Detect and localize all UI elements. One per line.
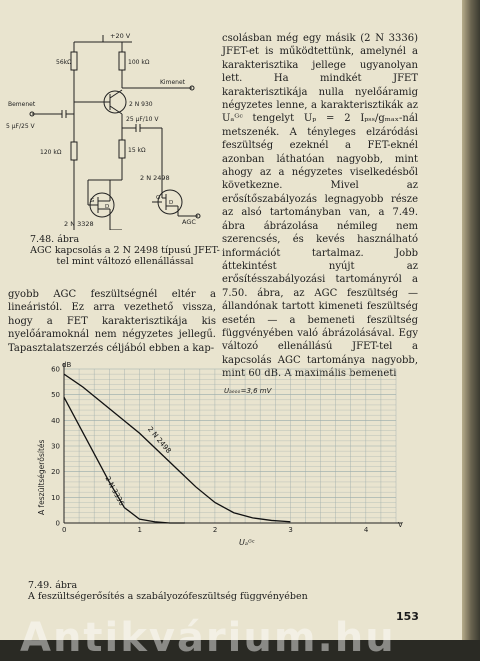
transistor-label: 2 N 930 (129, 101, 153, 108)
input-label: Bemenet (8, 101, 36, 108)
r3-label: 120 kΩ (40, 149, 62, 156)
c2-label: 25 μF/10 V (126, 116, 159, 123)
right-paragraph: csolásban még egy másik (2 N 3336) JFET-et is működtettünk, amelynél a karakterisztika jellege ugyanolyan lett. Ha mindkét JFET karakterisztikája nulla nyelőáramig négyzetes lenne, a karakterisztikák az Uₐᴳᶜ tengelyt Uₚ = 2 Iₚₛₛ/gₘₐₓ-nál metszenék. A tényleges elzáródási feszültség ezeknél a FET-eknél azonban láthatóan nagyobb, mint ahogy az a négyzetes viselkedésből következne. Mivel az erősítőszabályozás legnagyobb része az alsó tartományban van, a 7.49. ábra ábrázolása némileg nem szerencsés, és kevés használható információt tartalmaz. Jobb áttekintést nyújt az erősítésszabályozási tartományról a 7.50. ábra, az AGC feszültség — állandónak tartott kimeneti feszültség esetén — a bemeneti feszültség függvényében való ábrázolásával. Egy változó ellenállású JFET-tel a kapcsolás AGC tartománya nagyobb, mint 60 dB. A maximális bemeneti (222, 33, 418, 380)
x-axis-label: Uₐᴳᶜ (239, 538, 255, 547)
y-tick-label: 50 (51, 391, 60, 400)
series-label: 2 N 3336 (103, 475, 126, 508)
y-axis-label: A feszültségerősítés (37, 439, 46, 515)
vcc-label: +20 V (110, 32, 131, 40)
figure-749-number: 7.49. ábra (28, 580, 78, 591)
figure-748-text: AGC kapcsolás a 2 N 2498 típusú JFET-tel mint változó ellenállással (30, 245, 220, 267)
y-tick-label: 20 (51, 468, 60, 477)
y-tick-label: 40 (51, 416, 60, 425)
y-tick-label: 60 (51, 365, 60, 374)
series-line-2n2498 (64, 374, 290, 522)
figure-748-number: 7.48. ábra (30, 234, 80, 245)
book-edge (462, 0, 480, 640)
figure-748-caption (30, 234, 220, 267)
chart-ticks (51, 366, 369, 535)
gain-vs-agc-chart (34, 355, 414, 575)
figure-749-caption (28, 580, 308, 602)
right-column-text (222, 32, 418, 381)
agc-circuit-diagram (2, 30, 202, 230)
fet2-gate-label: G (90, 198, 95, 204)
uout-annotation: Uₐₑₒₒ=3,6 mV (224, 387, 272, 395)
x-tick-label: 1 (137, 526, 142, 534)
output-label: Kimenet (160, 79, 185, 86)
x-tick-label: 3 (288, 526, 293, 534)
r2-label: 100 kΩ (128, 59, 150, 66)
series-label: 2 N 2498 (145, 425, 173, 455)
x-tick-label: 2 (212, 526, 218, 534)
r1-label: 56kΩ (56, 59, 72, 66)
y-tick-label: 30 (51, 442, 60, 451)
left-column-text (8, 288, 216, 355)
fet1-drain-label: D (169, 200, 174, 206)
page-number: 153 (396, 610, 419, 623)
x-tick-label: 4 (363, 526, 369, 534)
fet2-label: 2 N 3328 (64, 220, 94, 228)
agc-label: AGC (182, 218, 196, 226)
y-tick-label: 10 (51, 493, 60, 502)
x-unit-label: V (398, 521, 403, 529)
x-tick-label: 0 (62, 526, 67, 534)
chart-series (64, 374, 290, 523)
fet1-label: 2 N 2498 (140, 174, 170, 182)
fet2-drain-label: D (105, 204, 110, 210)
fet1-gate-label: G (156, 195, 161, 201)
c1-label: 5 μF/25 V (6, 123, 35, 130)
watermark: Antikvárium.hu (20, 615, 396, 661)
r4-label: 15 kΩ (128, 147, 146, 154)
figure-749-text: A feszültségerősítés a szabályozófeszültség függvényében (28, 591, 308, 602)
y-unit-label: dB (62, 361, 72, 369)
y-tick-label: 0 (55, 519, 60, 528)
left-paragraph: gyobb AGC feszültségnél eltér a lineáristól. Ez arra vezethető vissza, hogy a FET karakterisztikája kis nyelőáramoknál nem négyzetes jellegű. Tapasztalatszerzés céljából ebben a kap- (8, 289, 216, 354)
